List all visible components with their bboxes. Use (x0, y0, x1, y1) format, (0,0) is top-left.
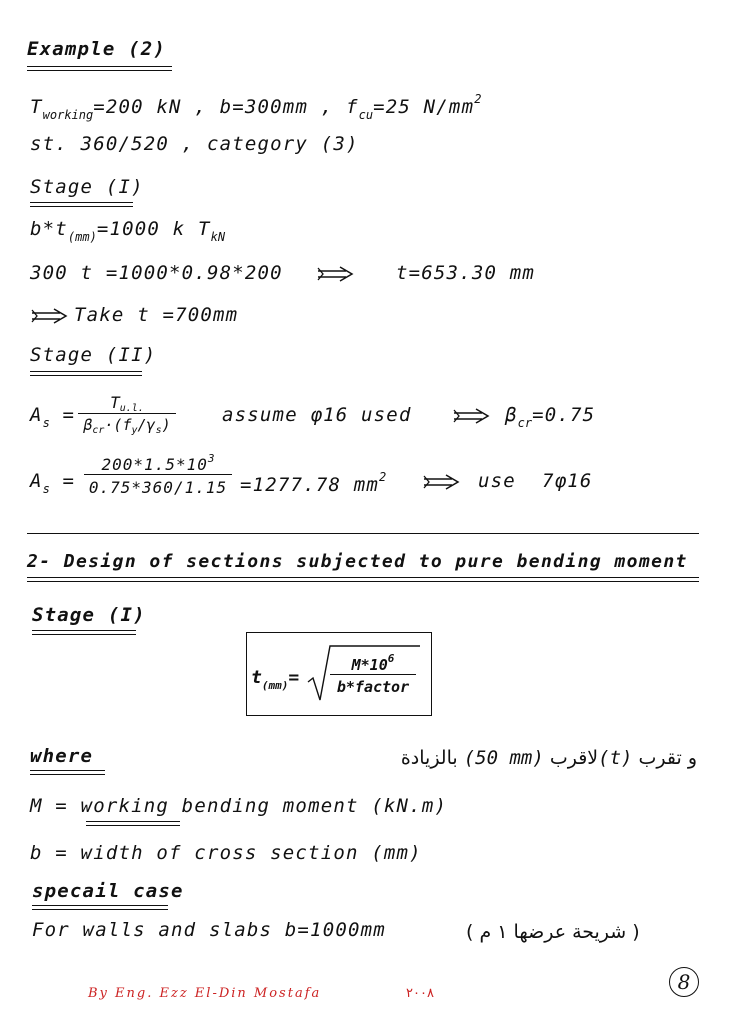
bt-sub: (mm) (67, 230, 97, 244)
footer-year: ٢٠٠٨ (406, 986, 434, 1001)
stage1-calc-right: t=653.30 mm (396, 262, 536, 284)
stage1-calc-left: 300 t =1000*0.98*200 (30, 262, 283, 284)
stage1-title-underline (30, 202, 133, 207)
as-calc-numerator: $200*1.5*10^3$ (101, 452, 215, 474)
example-title: Example (2) (27, 38, 167, 60)
walls-slabs-line: For walls and slabs b=1000mm (32, 919, 386, 941)
stage1-title: Stage (I) (30, 176, 144, 198)
stage1b-title-underline (32, 630, 136, 635)
section2-title: 2- Design of sections subjected to pure bending moment (27, 551, 688, 572)
given-line-2: st. 360/520 , category (3) (30, 133, 359, 155)
use-value: 7φ16 (542, 470, 593, 492)
beta-cr-value: $\beta_{cr}=0.75$ (505, 404, 596, 430)
implies-arrow-icon (316, 266, 356, 282)
use-label: use (478, 470, 516, 492)
as-sub: s (42, 416, 50, 430)
stage1-formula (30, 218, 225, 244)
box-t-lhs: $t_{(mm)}=$ (251, 667, 300, 692)
page-number: 8 (669, 967, 699, 997)
fcu-sub: cu (358, 108, 374, 122)
t-symbol: T (30, 96, 43, 118)
special-case-underline (32, 905, 168, 910)
as-calc-lhs: $A_s$ = (30, 470, 76, 496)
where-underline (30, 770, 105, 775)
as-lhs (30, 404, 75, 430)
section-divider (27, 533, 699, 534)
as-calc-fraction (84, 452, 232, 497)
footer-author: By Eng. Ezz El-Din Mostafa (88, 986, 322, 1001)
arabic-strip-note: ( شريحة عرضها ١ م ) (466, 921, 640, 943)
stage1-take: Take t =700mm (74, 304, 239, 326)
as-symbol: A (30, 404, 43, 426)
implies-arrow-icon (422, 474, 462, 490)
assume-text: assume φ16 used (222, 404, 412, 426)
stage2-title: Stage (II) (30, 344, 157, 366)
implies-arrow-icon (452, 408, 492, 424)
example-title-underline (27, 66, 172, 71)
box-fraction (330, 652, 416, 696)
as-denominator: $\beta_{cr}\cdot(f_y/\gamma_s)$ (78, 413, 176, 436)
box-denominator: b*factor (330, 674, 416, 696)
as-calc-result: =1277.78 $mm^2$ (240, 470, 387, 496)
def-m: M = working bending moment (kN.m) (30, 795, 448, 817)
section2-title-underline (27, 577, 699, 582)
stage1b-title: Stage (I) (32, 604, 146, 626)
stage2-title-underline (30, 371, 142, 376)
t-working-sub: working (42, 108, 94, 122)
given-line-1 (30, 92, 481, 122)
box-numerator: $M*10^6$ (351, 652, 395, 674)
stage1-formula-rhs: =1000 k T (96, 218, 211, 240)
as-fraction (78, 393, 176, 436)
mm2-sup: 2 (474, 92, 482, 106)
bt-symbol: b*t (30, 218, 68, 240)
as-numerator: $T_{u.l.}$ (110, 393, 144, 414)
as-eq: = (62, 404, 76, 426)
given-values-b: =25 N/mm (373, 96, 475, 118)
arabic-rounding-note: و تقرب (t)لاقرب (50 mm) بالزيادة (400, 747, 697, 769)
where-label: where (30, 745, 94, 767)
given-values-a: =200 kN , b=300mm , f (93, 96, 359, 118)
as-calc-denominator: 0.75*360/1.15 (84, 474, 232, 497)
tkn-sub: kN (210, 230, 226, 244)
implies-arrow-icon (30, 308, 70, 324)
working-word: working (80, 795, 170, 817)
def-b: b = width of cross section (mm) (30, 842, 422, 864)
special-case-title: specail case (32, 880, 184, 902)
working-underline (86, 821, 180, 826)
